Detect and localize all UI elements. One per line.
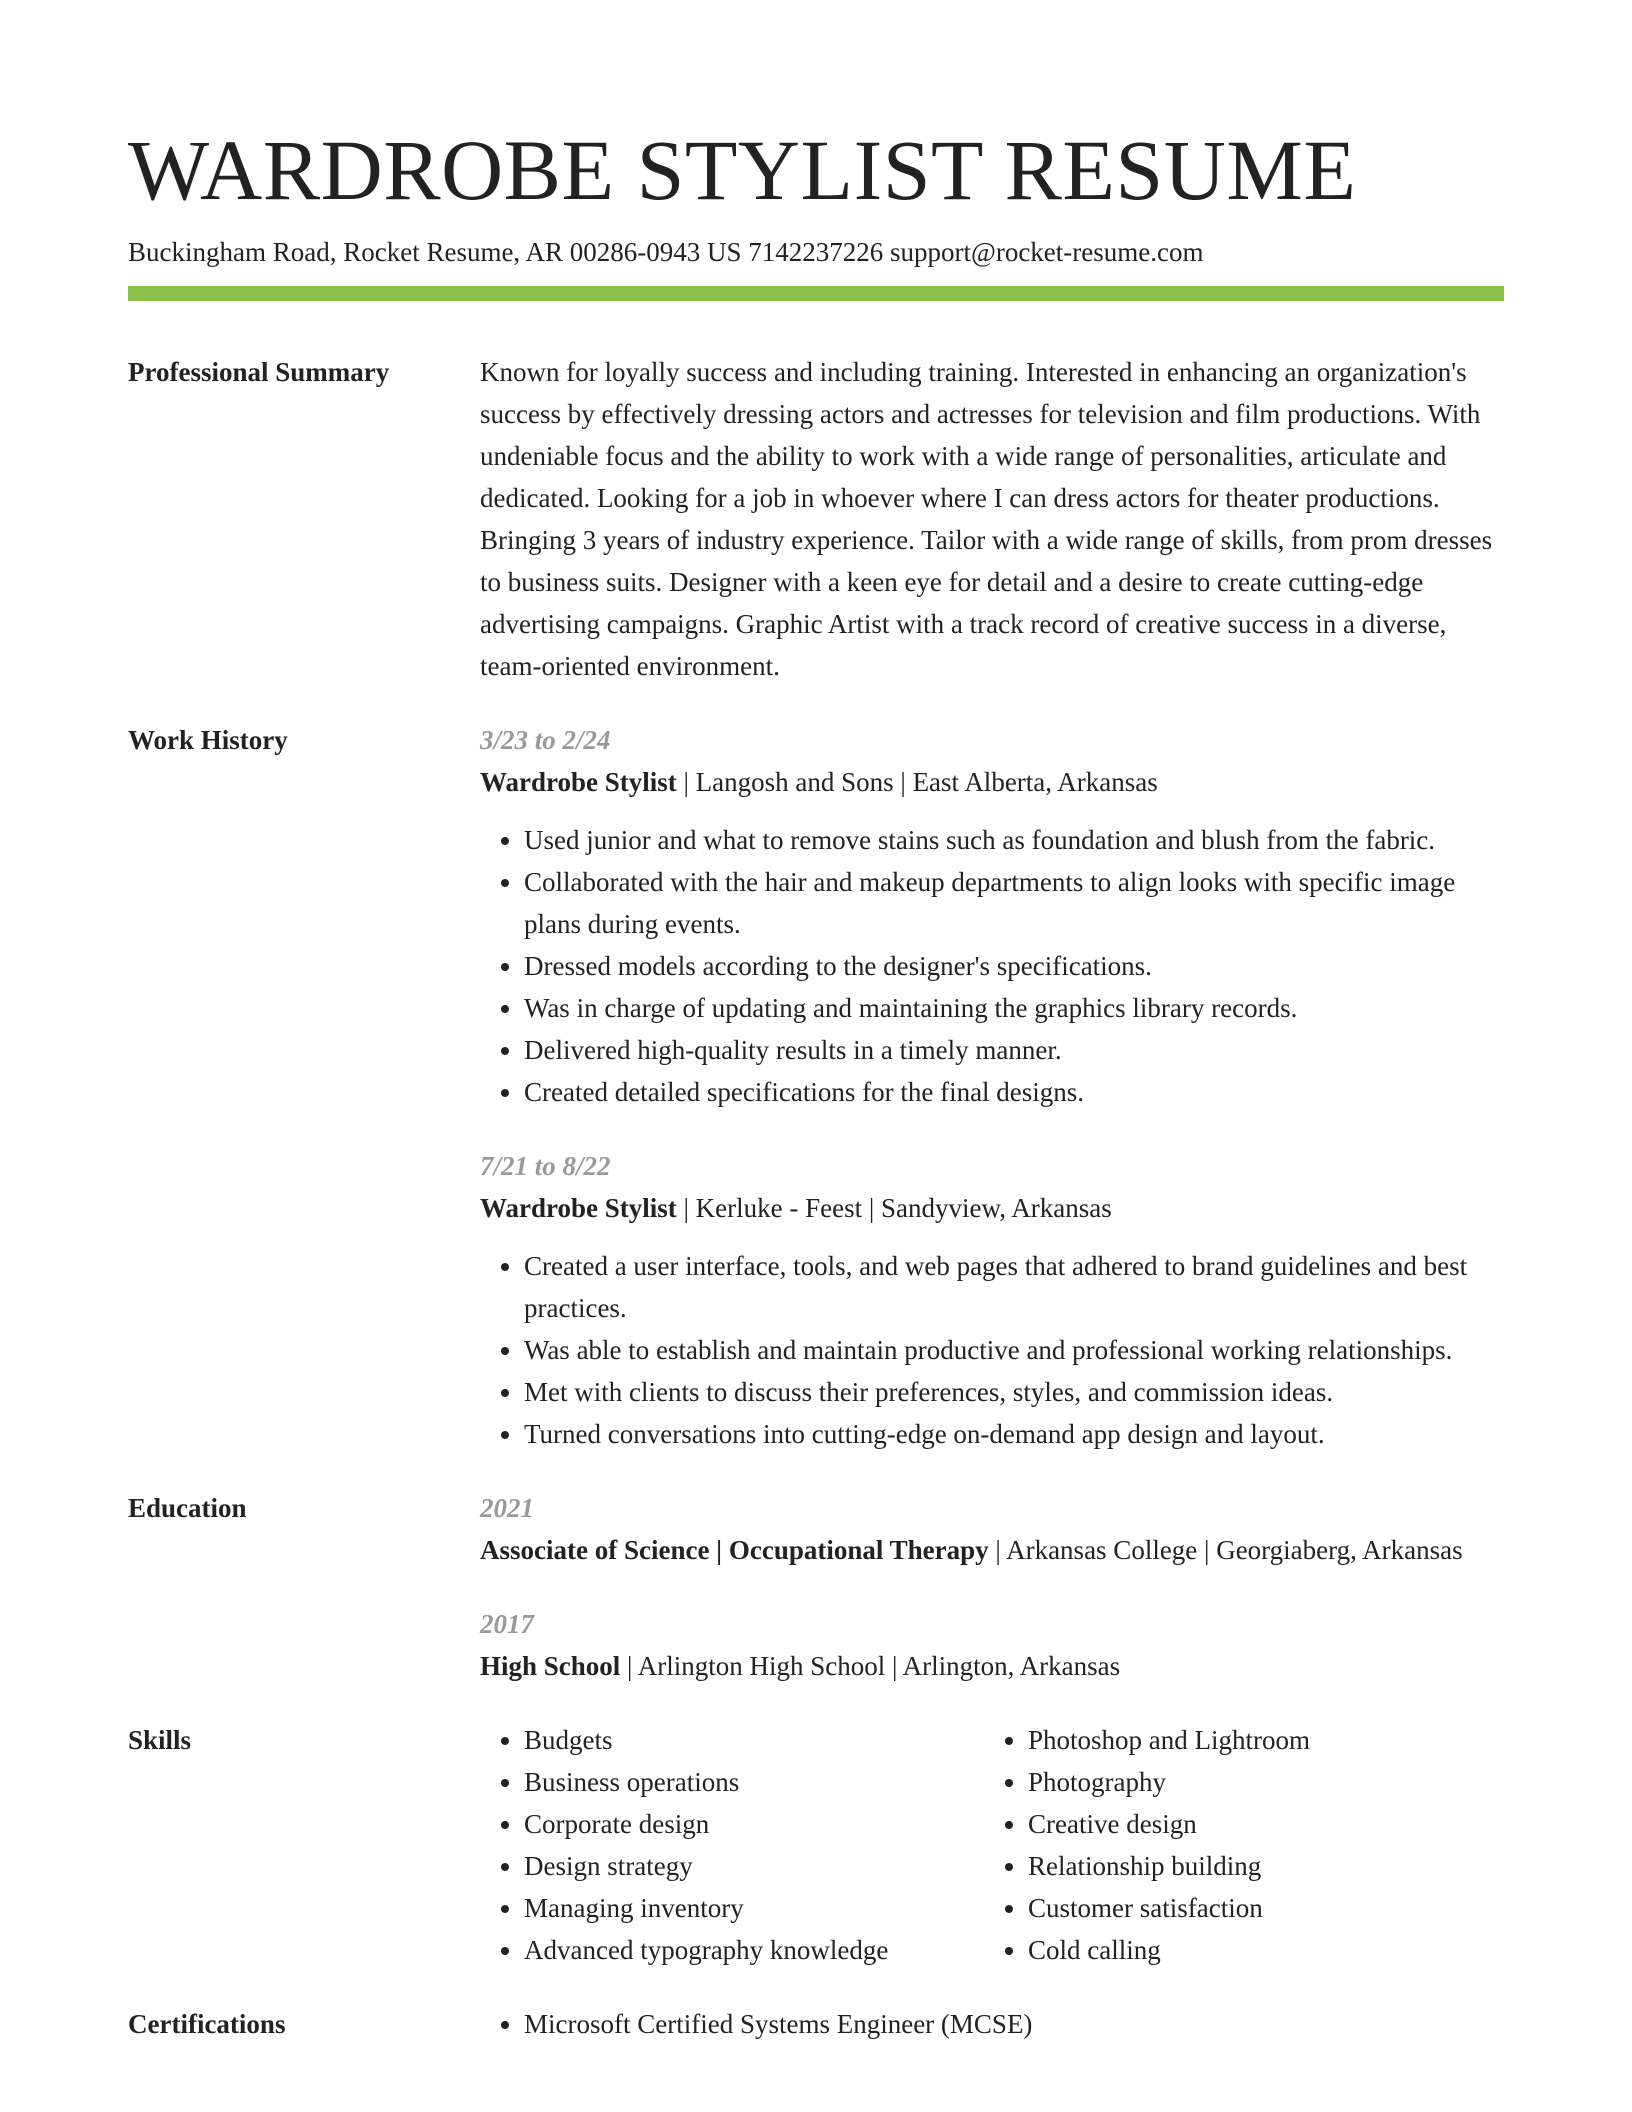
section-label: Professional Summary bbox=[128, 357, 390, 387]
list-item: • Was in charge of updating and maintaining the graphics library records. bbox=[524, 987, 1504, 1029]
resume-title: WARDROBE STYLIST RESUME bbox=[128, 122, 1357, 218]
job-company-location: | Langosh and Sons | East Alberta, Arkansas bbox=[676, 767, 1158, 797]
job-company-location: | Kerluke - Feest | Sandyview, Arkansas bbox=[676, 1193, 1112, 1223]
job-entry bbox=[480, 719, 1504, 1113]
list-item: • Advanced typography knowledge bbox=[524, 1929, 984, 1971]
list-item: • Dressed models according to the designer's specifications. bbox=[524, 945, 1504, 987]
education-year: 2021 bbox=[480, 1493, 534, 1523]
summary-text: Known for loyally success and including training. Interested in enhancing an organization's success by effectively dressing actors and actresses for television and film productions. With undeniable focus and the ability to work with a wide range of personalities, articulate and dedicated. Looking for a job in whoever where I can dress actors for theater productions. Bringing 3 years of industry experience. Tailor with a wide range of skills, from prom dresses to business suits. Designer with a keen eye for detail and a desire to create cutting-edge advertising campaigns. Graphic Artist with a track record of creative success in a diverse, team-oriented environment. bbox=[480, 357, 1493, 681]
education-heading bbox=[480, 1529, 1504, 1571]
list-item: • Turned conversations into cutting-edge on-demand app design and layout. bbox=[524, 1413, 1504, 1455]
education-heading bbox=[480, 1645, 1504, 1687]
certifications-list bbox=[480, 2003, 1504, 2045]
list-item: • Design strategy bbox=[524, 1845, 984, 1887]
list-item: • Corporate design bbox=[524, 1803, 984, 1845]
section-label: Work History bbox=[128, 725, 288, 755]
list-item: • Used junior and what to remove stains such as foundation and blush from the fabric. bbox=[524, 819, 1504, 861]
list-item: • Microsoft Certified Systems Engineer (MCSE) bbox=[524, 2003, 1504, 2045]
education-section bbox=[128, 1487, 1504, 1687]
education-year: 2017 bbox=[480, 1609, 534, 1639]
accent-divider bbox=[128, 286, 1504, 301]
certifications-section bbox=[128, 2003, 1504, 2045]
skills-section bbox=[128, 1719, 1504, 1971]
work-history-section bbox=[128, 719, 1504, 1455]
list-item: • Was able to establish and maintain productive and professional working relationships. bbox=[524, 1329, 1504, 1371]
list-item: • Met with clients to discuss their preferences, styles, and commission ideas. bbox=[524, 1371, 1504, 1413]
job-dates: 3/23 to 2/24 bbox=[480, 725, 611, 755]
degree-title: High School bbox=[480, 1651, 621, 1681]
job-title: Wardrobe Stylist bbox=[480, 1193, 677, 1223]
skills-column-right bbox=[984, 1719, 1528, 1971]
section-label: Skills bbox=[128, 1725, 192, 1755]
list-item: • Created detailed specifications for the final designs. bbox=[524, 1071, 1504, 1113]
skills-column-left bbox=[480, 1719, 984, 1971]
section-label: Education bbox=[128, 1493, 247, 1523]
list-item: • Relationship building bbox=[1028, 1845, 1528, 1887]
summary-section bbox=[128, 351, 1504, 687]
section-label: Certifications bbox=[128, 2009, 286, 2039]
job-heading bbox=[480, 761, 1504, 803]
list-item: • Managing inventory bbox=[524, 1887, 984, 1929]
school-location: | Arlington High School | Arlington, Arkansas bbox=[620, 1651, 1121, 1681]
job-bullets bbox=[480, 819, 1504, 1113]
degree-title: Associate of Science | Occupational Therapy bbox=[480, 1535, 989, 1565]
school-location: | Arkansas College | Georgiaberg, Arkansas bbox=[988, 1535, 1463, 1565]
list-item: • Creative design bbox=[1028, 1803, 1528, 1845]
job-entry bbox=[480, 1145, 1504, 1455]
education-entry bbox=[480, 1603, 1504, 1687]
job-title: Wardrobe Stylist bbox=[480, 767, 677, 797]
list-item: • Budgets bbox=[524, 1719, 984, 1761]
contact-line: Buckingham Road, Rocket Resume, AR 00286-0943 US 7142237226 support@rocket-resume.com bbox=[128, 237, 1204, 267]
list-item: • Created a user interface, tools, and web pages that adhered to brand guidelines and best practices. bbox=[524, 1245, 1504, 1329]
list-item: • Delivered high-quality results in a timely manner. bbox=[524, 1029, 1504, 1071]
resume-page bbox=[128, 120, 1504, 2045]
list-item: • Customer satisfaction bbox=[1028, 1887, 1528, 1929]
list-item: • Photography bbox=[1028, 1761, 1528, 1803]
job-bullets bbox=[480, 1245, 1504, 1455]
list-item: • Photoshop and Lightroom bbox=[1028, 1719, 1528, 1761]
list-item: • Cold calling bbox=[1028, 1929, 1528, 1971]
job-heading bbox=[480, 1187, 1504, 1229]
education-entry bbox=[480, 1487, 1504, 1571]
list-item: • Collaborated with the hair and makeup departments to align looks with specific image plans during events. bbox=[524, 861, 1504, 945]
job-dates: 7/21 to 8/22 bbox=[480, 1151, 611, 1181]
list-item: • Business operations bbox=[524, 1761, 984, 1803]
